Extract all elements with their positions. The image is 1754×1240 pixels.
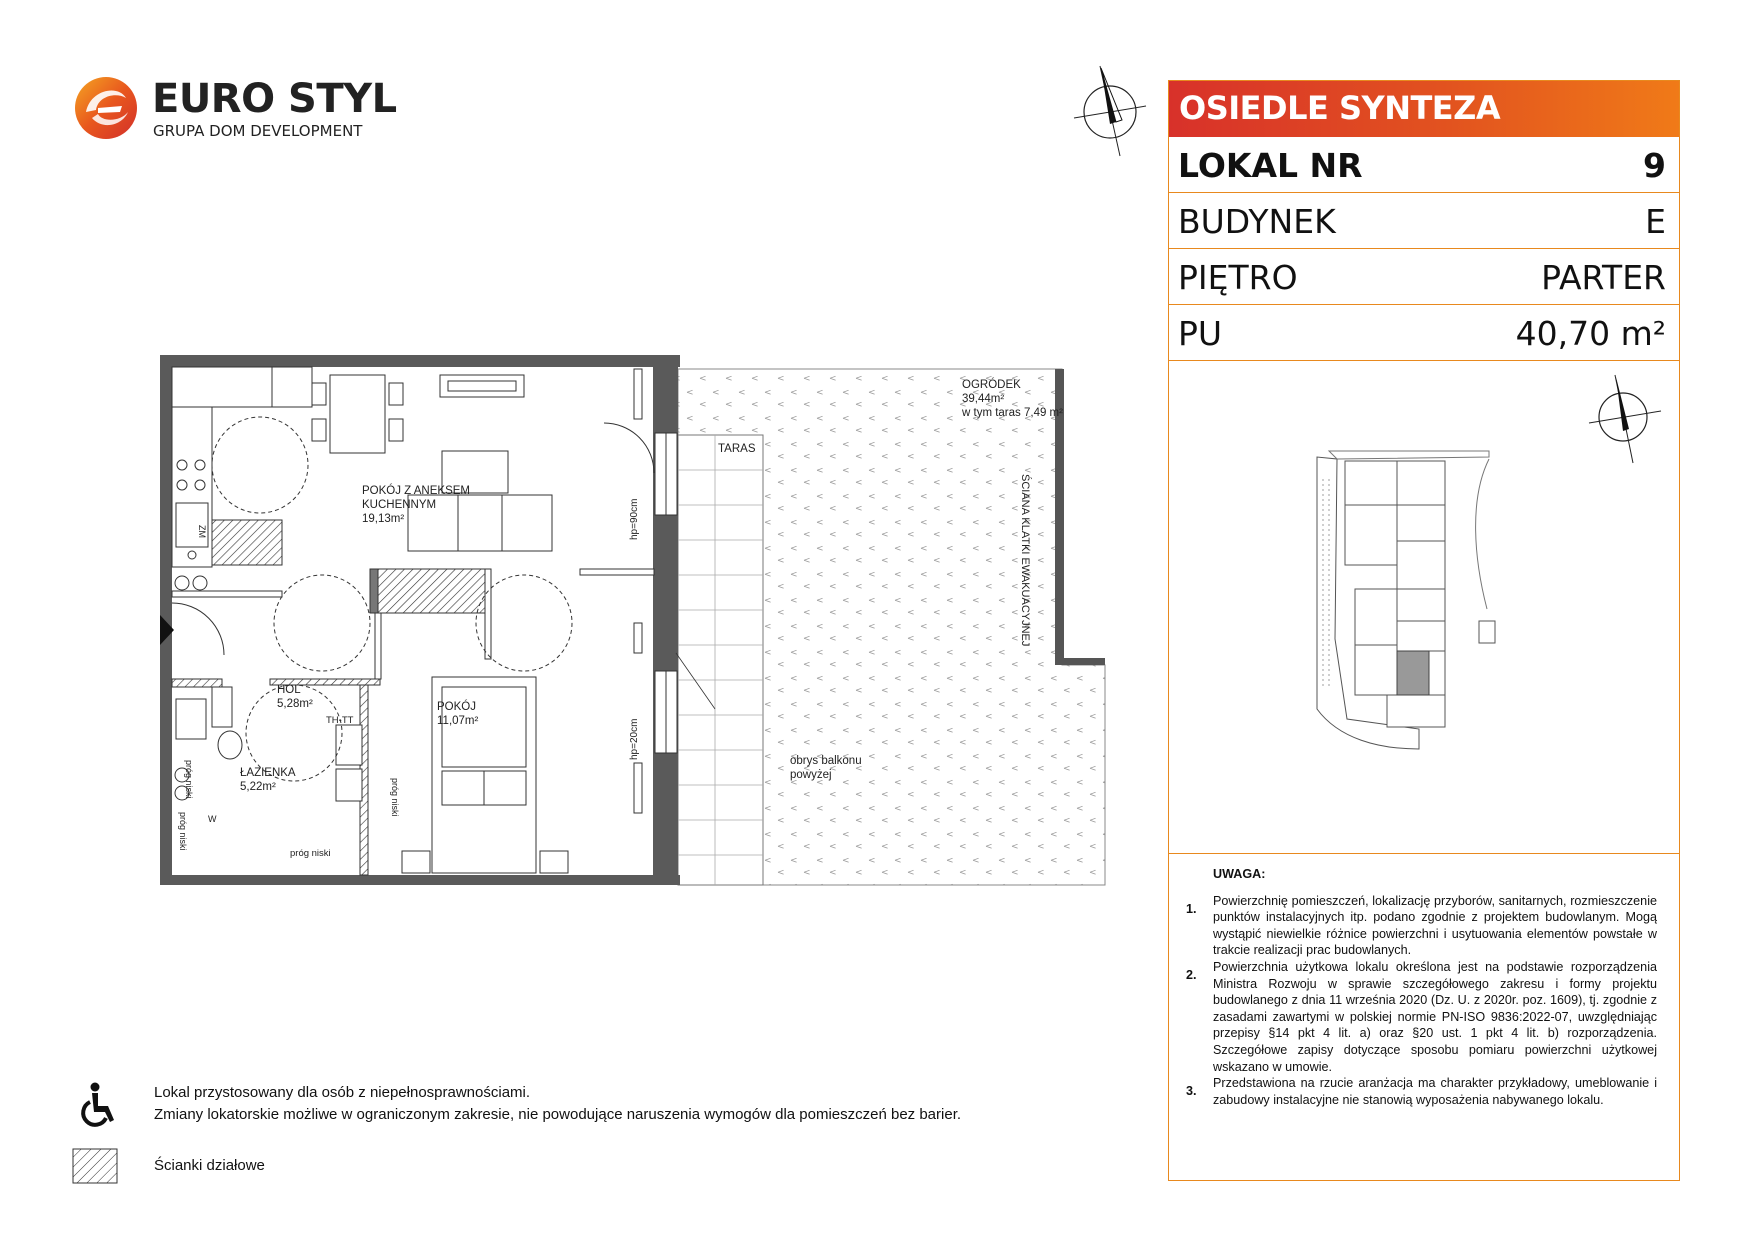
room-bathroom: ŁAZIENKA 5,22m² (240, 767, 296, 793)
stair-wall-label: ŚCIANA KLATKI EWAKUACYJNEJ (1019, 474, 1031, 647)
notes-title: UWAGA: (1213, 867, 1266, 881)
threshold-label: próg niski (390, 778, 400, 817)
sill-height-1: hp=90cm (629, 498, 640, 540)
notes-section (1183, 866, 1657, 1108)
note-item: 3. Przedstawiona na rzucie aranżacja ma charakter przykładowy, umeblowanie i zabudowy instalacyjne nie stanowią wyposażenia nabywanego lokalu. (1186, 1076, 1657, 1107)
threshold-label: próg niski (184, 760, 194, 799)
room-living-kitchen: POKÓJ Z ANEKSEM KUCHENNYM 19,13m² (362, 485, 470, 525)
site-plan-map (1309, 439, 1509, 755)
brand-name: EURO STYL (152, 76, 397, 122)
floor-plan (160, 355, 1120, 905)
apartment-interior (168, 367, 663, 879)
north-arrow-icon (1072, 62, 1150, 158)
garden-label: OGRÓDEK 39,44m² w tym taras 7,49 m² (962, 379, 1063, 419)
note-item: 1. Powierzchnię pomieszczeń, lokalizację przyborów, sanitarnych, rozmieszczenie punktów instalacyjnych itp. podano zgodnie z projektem budowlanym. Mogą wystąpić niewielkie różnice powierzchni i usytuowania elementów powstałe w trakcie realizacji prac budowlanych. (1186, 893, 1657, 958)
telecom-label: TH-TT (326, 715, 354, 726)
brand-logo (72, 72, 397, 152)
info-row-floor: PIĘTRO PARTER (1169, 249, 1679, 305)
info-row-unit: LOKAL NR 9 (1169, 137, 1679, 193)
room-bedroom: POKÓJ 11,07m² (437, 701, 479, 727)
threshold-label: próg niski (178, 812, 188, 851)
partition-legend-label: Ścianki działowe (154, 1157, 265, 1174)
brand-subtitle: GRUPA DOM DEVELOPMENT (153, 122, 363, 140)
estate-name: OSIEDLE SYNTEZA (1179, 89, 1501, 127)
info-row-building: BUDYNEK E (1169, 193, 1679, 249)
sill-height-2: hp=20cm (629, 718, 640, 760)
room-hall: HOL 5,28m² (277, 684, 313, 710)
washing-machine-label: ZM (197, 525, 207, 538)
estate-header (1169, 81, 1679, 137)
wheelchair-icon (78, 1082, 120, 1130)
balcony-outline-label: obrys balkonu powyżej (790, 755, 862, 781)
terrace-area (678, 435, 763, 885)
accessibility-note: Lokal przystosowany dla osób z niepełnosprawnościami. Zmiany lokatorskie możliwe w ograniczonym zakresie, nie powodujące naruszenia wymogów dla pomieszczeń bez barier. (154, 1084, 962, 1123)
boiler-label: W (208, 814, 217, 824)
brand-emblem-icon (72, 72, 140, 142)
apartment-info-panel (1168, 80, 1680, 1181)
info-row-area: PU 40,70 m² (1169, 305, 1679, 361)
note-item: 2. Powierzchnia użytkowa lokalu określona jest na podstawie rozporządzenia Ministra Rozwoju w sprawie szczegółowego zakresu i formy projektu budowlanego z dnia 11 września 2020 (Dz. U. z 2020r. poz. 1609), tj. zgodnie z zasadami zawartymi w polskiej normie PN-ISO 9836:2022-07, uwzględniając przepisy §14 pkt 4 lit. a) oraz §20 ust. 1 pkt 4 lit. b) rozporządzenia. Szczegółowe zapisy dotyczące sposobu pomiaru powierzchni użytkowej wskazano w umowie. (1186, 959, 1657, 1074)
terrace-label: TARAS (718, 443, 756, 455)
site-plan-box (1169, 361, 1679, 854)
partition-hatch-icon (72, 1148, 118, 1184)
north-arrow-icon (1587, 373, 1663, 465)
threshold-label: próg niski (290, 848, 331, 859)
